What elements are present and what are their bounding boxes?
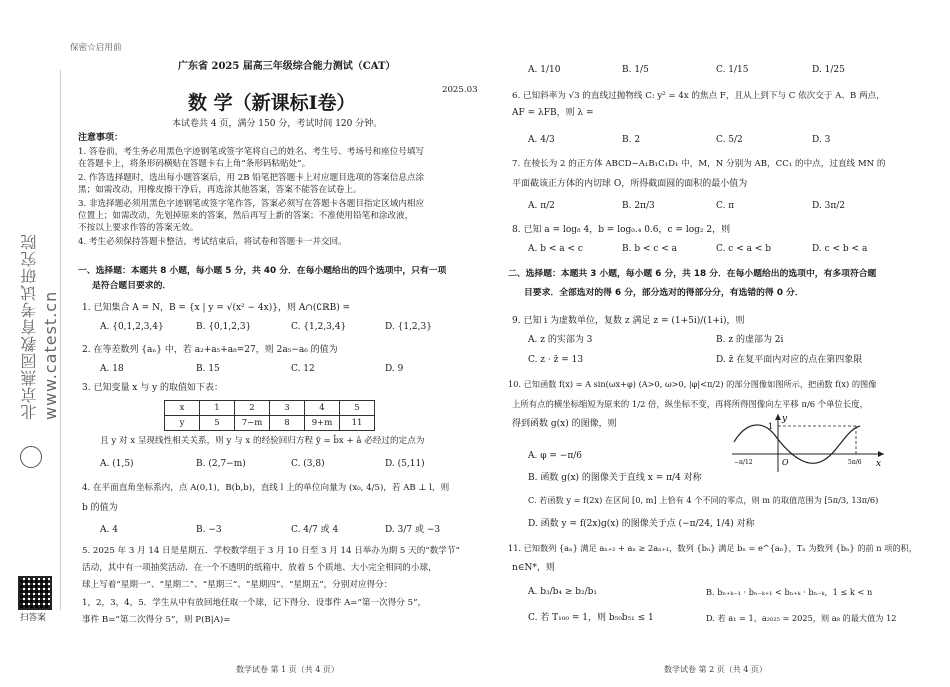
margin-divider	[60, 70, 61, 610]
q1-option-d: D. {1,2,3}	[385, 322, 432, 332]
section1-title-cont: 是符合题目要求的．	[92, 281, 172, 291]
x-axis-arrow-icon	[878, 451, 884, 457]
q10-option-b: B. 函数 g(x) 的图像关于直线 x = π/4 对称	[528, 473, 702, 483]
q11-option-d: D. 若 a₁ = 1，a₂₀₂₅ = 2025，则 a₈ 的最大值为 12	[706, 613, 897, 623]
q7-stem2: 平面截该正方体的内切球 O，所得截面圆的面积的最小值为	[512, 179, 748, 189]
q9-option-c: C. z · z̄ = 13	[528, 355, 584, 365]
q6-stem2: AF = λFB，则 λ =	[512, 108, 594, 118]
q2-option-b: B. 15	[196, 364, 220, 374]
q2-option-a: A. 18	[100, 364, 124, 374]
notes-title: 注意事项：	[78, 133, 124, 143]
q11-option-c: C. 若 T₁₀₀ = 1，则 b₅₀b₅₁ ≤ 1	[528, 613, 654, 623]
x-label: x	[876, 459, 882, 469]
footer-left: 数学试卷 第 1 页（共 4 页）	[236, 665, 339, 674]
tick-neg-pi-12: −π/12	[734, 459, 753, 466]
table-cell: y	[165, 416, 200, 431]
section2-title-cont: 目要求．全部选对的得 6 分，部分选对的得部分分，有选错的得 0 分．	[524, 288, 804, 298]
q4-stem2: b 的值为	[82, 503, 118, 513]
q6-option-d: D. 3	[812, 135, 831, 145]
note-line: 1. 答卷前，考生务必用黑色字迹钢笔或签字笔将自己的姓名、考生号、考场号和座位号填写	[78, 147, 425, 157]
tick-one: 1	[768, 422, 774, 431]
table-cell: 9+m	[305, 416, 340, 431]
q9-option-d: D. z̄ 在复平面内对应的点在第四象限	[716, 355, 863, 365]
q11-stem2: n∈N*，则	[512, 563, 555, 573]
table-cell: 7−m	[235, 416, 270, 431]
section1-title: 一、选择题：本题共 8 小题，每小题 5 分，共 40 分．在每小题给出的四个选项中，只有一项	[78, 266, 447, 276]
note-line: 3. 非选择题必须用黑色字迹钢笔或签字笔作答，答案必须写在答题卡各题目指定区域内相应	[78, 199, 425, 209]
q4-option-a: A. 4	[100, 525, 118, 535]
q3-table	[164, 400, 375, 431]
y-axis-arrow-icon	[775, 414, 781, 420]
secret-label: 保密☆启用前	[70, 43, 122, 53]
q4-option-c: C. 4/7 或 4	[291, 525, 339, 535]
q1-stem: 1. 已知集合 A = N，B = {x | y = √(x² − 4x)}，则 A∩(∁ℝB) =	[82, 303, 351, 313]
exam-info: 本试卷共 4 页，满分 150 分，考试时间 120 分钟。	[172, 119, 383, 129]
table-cell: 11	[340, 416, 375, 431]
q3-option-d: D. (5,11)	[385, 459, 425, 469]
q6-option-c: C. 5/2	[716, 135, 743, 145]
q9-option-b: B. z 的虚部为 2i	[716, 335, 784, 345]
q3-option-b: B. (2,7−m)	[196, 459, 246, 469]
origin-label: O	[782, 458, 789, 467]
qr-code[interactable]	[18, 576, 52, 610]
q10-graph	[728, 412, 888, 474]
q9-stem: 9. 已知 i 为虚数单位，复数 z 满足 z = (1+5i)/(1+i)，则	[512, 316, 745, 326]
q6-stem: 6. 已知斜率为 √3 的直线过抛物线 C: y² = 4x 的焦点 F，且从上到下与 C 依次交于 A、B 两点，	[512, 91, 885, 101]
q7-option-a: A. π/2	[528, 201, 555, 211]
q5-option-c: C. 1/15	[716, 65, 749, 75]
q10-stem: 10. 已知函数 f(x) = A sin(ωx+φ) (A>0, ω>0, |φ|<π/2) 的部分图像如图所示，把函数 f(x) 的图像	[508, 379, 877, 389]
q11-option-b: B. bₙ₊ₖ₋₁ · bₙ₋ₖ₊₁ < bₙ₊ₖ · bₙ₋ₖ，1 ≤ k < n	[706, 587, 873, 597]
y-label: y	[782, 414, 788, 424]
q7-option-d: D. 3π/2	[812, 201, 846, 211]
note-line: 2. 作答选择题时，选出每小题答案后，用 2B 铅笔把答题卡上对应题目选项的答案信息点涂	[78, 173, 425, 183]
note-line: 在答题卡上，将条形码横贴在答题卡右上角“条形码粘贴处”。	[78, 159, 311, 169]
subject-title: 数 学（新课标Ⅰ卷）	[188, 92, 356, 114]
q5-option-a: A. 1/10	[528, 65, 561, 75]
table-cell: 3	[270, 401, 305, 416]
q2-stem: 2. 在等差数列 {aₙ} 中，若 a₂+a₅+a₈=27，则 2a₅−a₆ 的值为	[82, 345, 338, 355]
q3-stem2: 且 y 对 x 呈现线性相关关系，则 y 与 x 的经验回归方程 ŷ = b̂x + â 必经过的定点为	[100, 436, 425, 446]
q11-stem: 11. 已知数列 {aₙ} 满足 aₙ₊₂ + aₙ ≥ 2aₙ₊₁，数列 {bₙ} 满足 bₙ = e^{aₙ}，Tₙ 为数列 {bₙ} 的前 n 项的积，	[508, 543, 917, 553]
q4-stem: 4. 在平面直角坐标系内，点 A(0,1)，B(b,b)，直线 l 上的单位向量为 (x₀, 4/5)，若 AB ⊥ l，则	[82, 483, 450, 493]
exam-date: 2025.03	[442, 85, 478, 95]
table-cell: x	[165, 401, 200, 416]
q6-option-b: B. 2	[622, 135, 641, 145]
institute-logo	[20, 446, 42, 468]
q5-line: 球上写着“星期一”、“星期二”、“星期三”、“星期四”、“星期五”，分别对应得分：	[82, 580, 393, 590]
note-line: 黑；如需改动，用橡皮擦干净后，再选涂其他答案，答案不能答在试卷上。	[78, 185, 362, 195]
q4-option-b: B. −3	[196, 525, 222, 535]
q10-stem3: 得到函数 g(x) 的图像，则	[512, 419, 617, 429]
table-cell: 5	[340, 401, 375, 416]
note-line: 不按以上要求作答的答案无效。	[78, 223, 199, 233]
q1-option-a: A. {0,1,2,3,4}	[100, 322, 164, 332]
q10-option-c: C. 若函数 y = f(2x) 在区间 [0, m] 上恰有 4 个不同的零点，则 m 的取值范围为 [5π/3, 13π/6)	[528, 495, 879, 505]
q10-stem2: 上所有点的横坐标缩短为原来的 1/2 倍，纵坐标不变，再将所得图像向左平移 π/6 个单位长度，	[512, 399, 869, 409]
table-cell: 8	[270, 416, 305, 431]
q3-option-a: A. (1,5)	[100, 459, 134, 469]
q11-option-a: A. b₃/b₄ ≥ b₂/b₁	[528, 587, 598, 597]
q5-line: 活动，其中有一项抽奖活动．在一个不透明的纸箱中，放着 5 个质地、大小完全相同的小球，	[82, 563, 437, 573]
q1-option-c: C. {1,2,3,4}	[291, 322, 347, 332]
q7-option-b: B. 2π/3	[622, 201, 655, 211]
q1-option-b: B. {0,1,2,3}	[196, 322, 252, 332]
q6-option-a: A. 4/3	[528, 135, 555, 145]
q5-line: 事件 B=“第二次得分 5”，则 P(B|A)=	[82, 615, 231, 625]
table-row	[165, 416, 375, 431]
table-cell: 1	[200, 401, 235, 416]
q10-option-d: D. 函数 y = f(2x)g(x) 的图像关于点 (−π/24, 1/4) 对称	[528, 519, 755, 529]
table-row	[165, 401, 375, 416]
tick-5pi-6: 5π/6	[848, 459, 862, 466]
q8-option-c: C. c < a < b	[716, 244, 771, 254]
q4-option-d: D. 3/7 或 −3	[385, 525, 441, 535]
q5-option-b: B. 1/5	[622, 65, 649, 75]
table-cell: 4	[305, 401, 340, 416]
section2-title: 二、选择题：本题共 3 小题，每小题 6 分，共 18 分．在每小题给出的选项中，有多项符合题	[508, 269, 877, 279]
q5-line: 5. 2025 年 3 月 14 日是星期五．学校数学组于 3 月 10 日至 3 月 14 日举办为期 5 天的“数学节”	[82, 546, 460, 556]
table-cell: 5	[200, 416, 235, 431]
sine-curve	[734, 425, 860, 463]
q8-option-b: B. b < c < a	[622, 244, 678, 254]
q5-option-d: D. 1/25	[812, 65, 845, 75]
note-line: 4. 考生必须保持答题卡整洁，考试结束后，将试卷和答题卡一并交回。	[78, 237, 347, 247]
q7-option-c: C. π	[716, 201, 735, 211]
q9-option-a: A. z 的实部为 3	[528, 335, 593, 345]
q2-option-c: C. 12	[291, 364, 315, 374]
footer-right: 数学试卷 第 2 页（共 4 页）	[664, 665, 767, 674]
exam-title: 广东省 2025 届高三年级综合能力测试（CAT）	[178, 61, 396, 72]
q8-option-a: A. b < a < c	[528, 244, 583, 254]
q8-option-d: D. c < b < a	[812, 244, 868, 254]
q8-stem: 8. 已知 a = log₈ 4，b = log₀.₄ 0.6，c = log₂ 2，则	[512, 225, 731, 235]
watermark-text: 北京燕园教育考试研究院 www.catest.cn	[20, 233, 60, 420]
table-cell: 2	[235, 401, 270, 416]
note-line: 位置上；如需改动，先划掉原来的答案，然后再写上新的答案；不准使用铅笔和涂改液，	[78, 211, 414, 221]
q10-option-a: A. φ = −π/6	[528, 451, 582, 461]
watermark	[18, 170, 60, 420]
q7-stem: 7. 在棱长为 2 的正方体 ABCD−A₁B₁C₁D₁ 中，M，N 分别为 AB，CC₁ 的中点，过直线 MN 的	[512, 159, 886, 169]
q3-option-c: C. (3,8)	[291, 459, 325, 469]
q3-stem: 3. 已知变量 x 与 y 的取值如下表：	[82, 383, 224, 393]
q5-line: 1，2，3，4，5．学生从中有放回地任取一个球，记下得分．设事件 A=“第一次得分 5”，	[82, 598, 427, 608]
qr-label: 扫答案	[20, 613, 46, 623]
q2-option-d: D. 9	[385, 364, 404, 374]
